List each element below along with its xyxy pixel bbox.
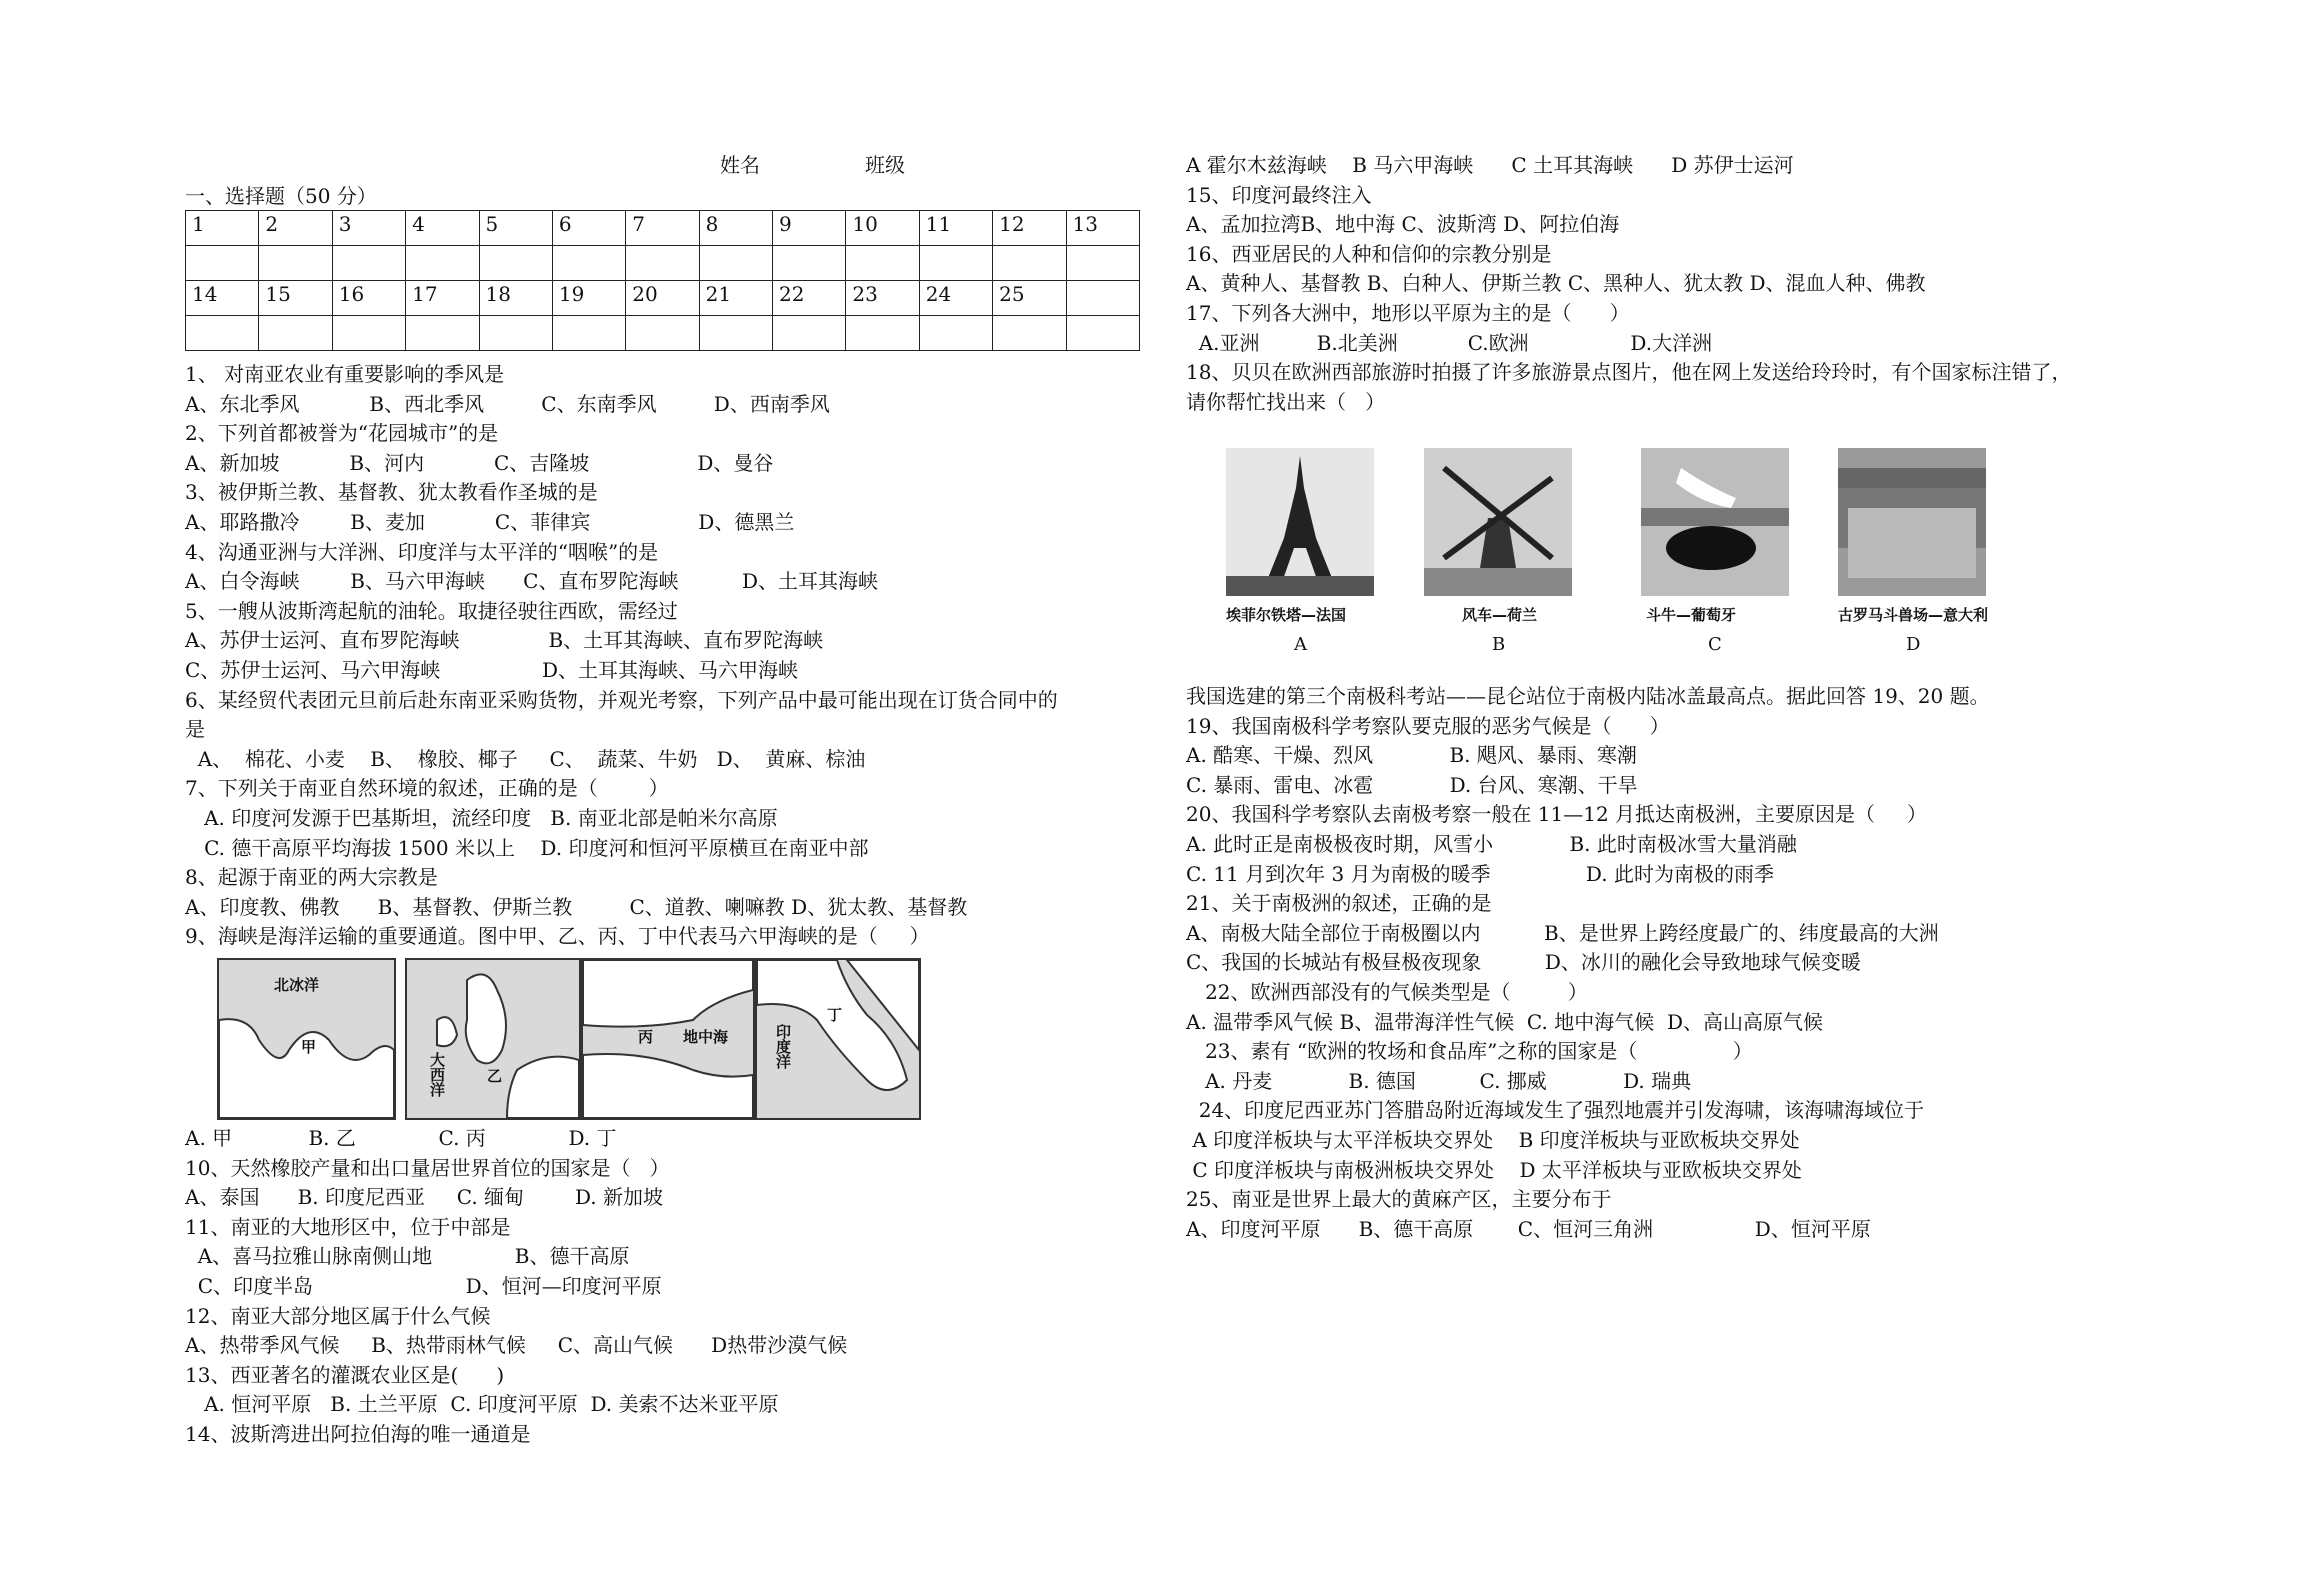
grid-cell	[699, 246, 772, 281]
photo-letter-b: B	[1492, 634, 1506, 655]
text-line: 18、贝贝在欧洲西部旅游时拍摄了许多旅游景点图片，他在网上发送给玲玲时，有个国家标注错了，	[1186, 360, 2072, 385]
text-line: C. 暴雨、雷电、冰雹 D. 台风、寒潮、干旱	[1186, 772, 1638, 797]
grid-cell: 16	[332, 281, 405, 316]
text-line: 7、下列关于南亚自然环境的叙述，正确的是（ ）	[185, 776, 669, 801]
grid-row-numbers-2	[186, 281, 1140, 316]
text-line: 3、被伊斯兰教、基督教、犹太教看作圣城的是	[185, 480, 598, 505]
grid-cell: 4	[406, 211, 479, 246]
grid-cell: 23	[846, 281, 919, 316]
grid-cell	[919, 246, 992, 281]
map-ding	[755, 958, 921, 1120]
text-line: 22、欧洲西部没有的气候类型是（ ）	[1186, 980, 1588, 1004]
grid-cell: 7	[626, 211, 699, 246]
grid-cell	[919, 316, 992, 351]
text-line: C、苏伊士运河、马六甲海峡 D、土耳其海峡、马六甲海峡	[185, 658, 799, 682]
grid-cell: 8	[699, 211, 772, 246]
grid-cell	[479, 316, 552, 351]
grid-cell: 11	[919, 211, 992, 246]
text-line: 19、我国南极科学考察队要克服的恶劣气候是（ ）	[1186, 713, 1670, 738]
grid-cell	[406, 316, 479, 351]
grid-cell	[699, 316, 772, 351]
text-line: 21、关于南极洲的叙述，正确的是	[1186, 891, 1492, 916]
map-label-indian-ocean: 印度洋	[774, 1024, 792, 1069]
text-line: A、印度教、佛教 B、基督教、伊斯兰教 C、道教、喇嘛教 D、犹太教、基督教	[185, 894, 968, 919]
grid-cell	[332, 316, 405, 351]
landmark-photos	[1226, 448, 2126, 658]
grid-cell: 13	[1066, 211, 1140, 246]
grid-cell: 2	[259, 211, 332, 246]
grid-cell	[552, 316, 625, 351]
text-line: A、印度河平原 B、德干高原 C、恒河三角洲 D、恒河平原	[1186, 1216, 1871, 1241]
grid-cell: 18	[479, 281, 552, 316]
text-line: 11、南亚的大地形区中，位于中部是	[185, 1214, 511, 1239]
grid-cell: 20	[626, 281, 699, 316]
map-label-mediterranean: 地中海	[683, 1028, 729, 1046]
text-line: 14、波斯湾进出阿拉伯海的唯一通道是	[185, 1422, 531, 1446]
grid-cell: 3	[332, 211, 405, 246]
map-label-atlantic: 大西洋	[428, 1052, 446, 1097]
photo-caption-c: 斗牛—葡萄牙	[1646, 606, 1737, 624]
text-line: C 印度洋板块与南极洲板块交界处 D 太平洋板块与亚欧板块交界处	[1186, 1157, 1802, 1182]
text-line: A、泰国 B. 印度尼西亚 C. 缅甸 D. 新加坡	[185, 1185, 663, 1210]
grid-cell	[479, 246, 552, 281]
text-line: A、耶路撒冷 B、麦加 C、菲律宾 D、德黑兰	[185, 510, 795, 534]
photo-letter-d: D	[1906, 634, 1921, 655]
map-label-ding: 丁	[827, 1006, 843, 1024]
map-bing	[581, 958, 755, 1120]
grid-cell: 15	[259, 281, 332, 316]
text-line: 9、海峡是海洋运输的重要通道。图中甲、乙、丙、丁中代表马六甲海峡的是（ ）	[185, 924, 930, 949]
strait-maps	[217, 958, 1117, 1118]
photo-caption-d: 古罗马斗兽场—意大利	[1838, 606, 1989, 624]
text-line: 6、某经贸代表团元旦前后赴东南亚采购货物，并观光考察，下列产品中最可能出现在订货合同中的	[185, 687, 1058, 712]
text-line: C、印度半岛 D、恒河—印度河平原	[185, 1274, 662, 1298]
map-label-arctic: 北冰洋	[274, 976, 320, 994]
class-label: 班级	[865, 153, 905, 177]
bullfight-photo	[1641, 448, 1789, 596]
photo-letter-c: C	[1708, 634, 1722, 655]
map-jia	[217, 958, 396, 1120]
map-label-jia: 甲	[301, 1038, 317, 1056]
text-line: A、黄种人、基督教 B、白种人、伊斯兰教 C、黑种人、犹太教 D、混血人种、佛教	[1186, 271, 1926, 296]
text-line: A. 酷寒、干燥、烈风 B. 飓风、暴雨、寒潮	[1186, 743, 1637, 768]
text-line: A、喜马拉雅山脉南侧山地 B、德干高原	[185, 1244, 630, 1269]
text-line: A、南极大陆全部位于南极圈以内 B、是世界上跨经度最广的、纬度最高的大洲	[1186, 920, 1939, 945]
text-line: 16、西亚居民的人种和信仰的宗教分别是	[1186, 241, 1552, 266]
grid-cell	[846, 246, 919, 281]
grid-cell: 5	[479, 211, 552, 246]
text-line: 15、印度河最终注入	[1186, 182, 1372, 207]
text-line: 23、素有 “欧洲的牧场和食品库”之称的国家是（ ）	[1186, 1039, 1753, 1064]
text-line: A、孟加拉湾B、地中海 C、波斯湾 D、阿拉伯海	[1186, 212, 1620, 237]
text-line: 我国选建的第三个南极科考站——昆仑站位于南极内陆冰盖最高点。据此回答 19、20 题。	[1186, 684, 1990, 708]
grid-cell	[1066, 316, 1140, 351]
text-line: A. 温带季风气候 B、温带海洋性气候 C. 地中海气候 D、高山高原气候	[1186, 1009, 1823, 1034]
grid-cell	[332, 246, 405, 281]
text-line: 是	[185, 717, 205, 742]
text-line: 25、南亚是世界上最大的黄麻产区，主要分布于	[1186, 1187, 1612, 1212]
grid-cell: 19	[552, 281, 625, 316]
grid-cell	[406, 246, 479, 281]
grid-cell	[1066, 246, 1140, 281]
text-line: A 印度洋板块与太平洋板块交界处 B 印度洋板块与亚欧板块交界处	[1186, 1128, 1800, 1152]
text-line: 请你帮忙找出来（ ）	[1186, 389, 1386, 414]
text-line: 20、我国科学考察队去南极考察一般在 11—12 月抵达南极洲，主要原因是（ ）	[1186, 802, 1927, 827]
grid-cell	[846, 316, 919, 351]
text-line: 17、下列各大洲中，地形以平原为主的是（ ）	[1186, 301, 1630, 325]
text-line: A、 棉花、小麦 B、 橡胶、椰子 C、 蔬菜、牛奶 D、 黄麻、棕油	[185, 746, 866, 771]
text-line: 24、印度尼西亚苏门答腊岛附近海域发生了强烈地震并引发海啸，该海啸海域位于	[1186, 1098, 1925, 1123]
grid-cell: 22	[773, 281, 846, 316]
grid-cell	[773, 316, 846, 351]
grid-cell	[626, 316, 699, 351]
grid-cell	[186, 316, 259, 351]
text-line: C. 德干高原平均海拔 1500 米以上 D. 印度河和恒河平原横亘在南亚中部	[185, 835, 869, 860]
text-line: 12、南亚大部分地区属于什么气候	[185, 1303, 491, 1328]
grid-cell	[259, 246, 332, 281]
grid-cell: 12	[993, 211, 1066, 246]
text-line: A.亚洲 B.北美洲 C.欧洲 D.大洋洲	[1186, 330, 1713, 355]
map-yi	[405, 958, 581, 1120]
text-line: A. 此时正是南极极夜时期，风雪小 B. 此时南极冰雪大量消融	[1186, 832, 1797, 856]
text-line: 1、 对南亚农业有重要影响的季风是	[185, 362, 505, 386]
photo-caption-a: 埃菲尔铁塔—法国	[1226, 606, 1347, 624]
text-line: A、白令海峡 B、马六甲海峡 C、直布罗陀海峡 D、土耳其海峡	[185, 569, 879, 594]
grid-cell	[993, 316, 1066, 351]
map-label-yi: 乙	[487, 1067, 503, 1085]
windmill-photo	[1424, 448, 1572, 596]
text-line: A. 甲 B. 乙 C. 丙 D. 丁	[185, 1126, 617, 1150]
photo-caption-b: 风车—荷兰	[1462, 606, 1538, 624]
text-line: 8、起源于南亚的两大宗教是	[185, 865, 438, 890]
grid-cell	[1066, 281, 1140, 316]
text-line: A、苏伊士运河、直布罗陀海峡 B、土耳其海峡、直布罗陀海峡	[185, 628, 824, 653]
text-line: A、新加坡 B、河内 C、吉隆坡 D、曼谷	[185, 450, 774, 475]
text-line: 2、下列首都被誉为“花园城市”的是	[185, 421, 499, 446]
text-line: A 霍尔木兹海峡 B 马六甲海峡 C 土耳其海峡 D 苏伊士运河	[1186, 153, 1794, 177]
answer-grid	[185, 210, 1140, 351]
text-line: C. 11 月到次年 3 月为南极的暖季 D. 此时为南极的雨季	[1186, 861, 1774, 886]
map-label-bing: 丙	[638, 1028, 654, 1046]
grid-cell: 24	[919, 281, 992, 316]
grid-cell: 10	[846, 211, 919, 246]
name-label: 姓名	[720, 153, 760, 177]
grid-row-numbers-1	[186, 211, 1140, 246]
text-line: 4、沟通亚洲与大洋洲、印度洋与太平洋的“咽喉”的是	[185, 539, 659, 564]
grid-cell: 6	[552, 211, 625, 246]
grid-cell	[259, 316, 332, 351]
grid-cell	[993, 246, 1066, 281]
text-line: C、我国的长城站有极昼极夜现象 D、冰川的融化会导致地球气候变暖	[1186, 950, 1861, 975]
grid-cell: 14	[186, 281, 259, 316]
grid-cell	[186, 246, 259, 281]
grid-cell: 21	[699, 281, 772, 316]
text-line: 5、一艘从波斯湾起航的油轮。取捷径驶往西欧，需经过	[185, 598, 678, 623]
text-line: A、热带季风气候 B、热带雨林气候 C、高山气候 D热带沙漠气候	[185, 1333, 848, 1358]
grid-cell	[626, 246, 699, 281]
grid-cell: 1	[186, 211, 259, 246]
colosseum-photo	[1838, 448, 1986, 596]
text-line: 10、天然橡胶产量和出口量居世界首位的国家是（ ）	[185, 1155, 670, 1180]
text-line: A. 丹麦 B. 德国 C. 挪威 D. 瑞典	[1186, 1068, 1692, 1093]
grid-row-answers-2	[186, 316, 1140, 351]
grid-cell: 25	[993, 281, 1066, 316]
photo-letter-a: A	[1294, 634, 1307, 655]
text-line: A、东北季风 B、西北季风 C、东南季风 D、西南季风	[185, 391, 830, 416]
grid-cell	[773, 246, 846, 281]
grid-cell: 9	[773, 211, 846, 246]
grid-cell: 17	[406, 281, 479, 316]
text-line: 13、西亚著名的灌溉农业区是( )	[185, 1362, 505, 1387]
text-line: A. 印度河发源于巴基斯坦，流经印度 B. 南亚北部是帕米尔高原	[185, 806, 778, 830]
grid-cell	[552, 246, 625, 281]
grid-row-answers-1	[186, 246, 1140, 281]
section-title: 一、选择题（50 分）	[185, 184, 377, 208]
eiffel-tower-photo	[1226, 448, 1374, 596]
text-line: A. 恒河平原 B. 土兰平原 C. 印度河平原 D. 美索不达米亚平原	[185, 1392, 779, 1417]
